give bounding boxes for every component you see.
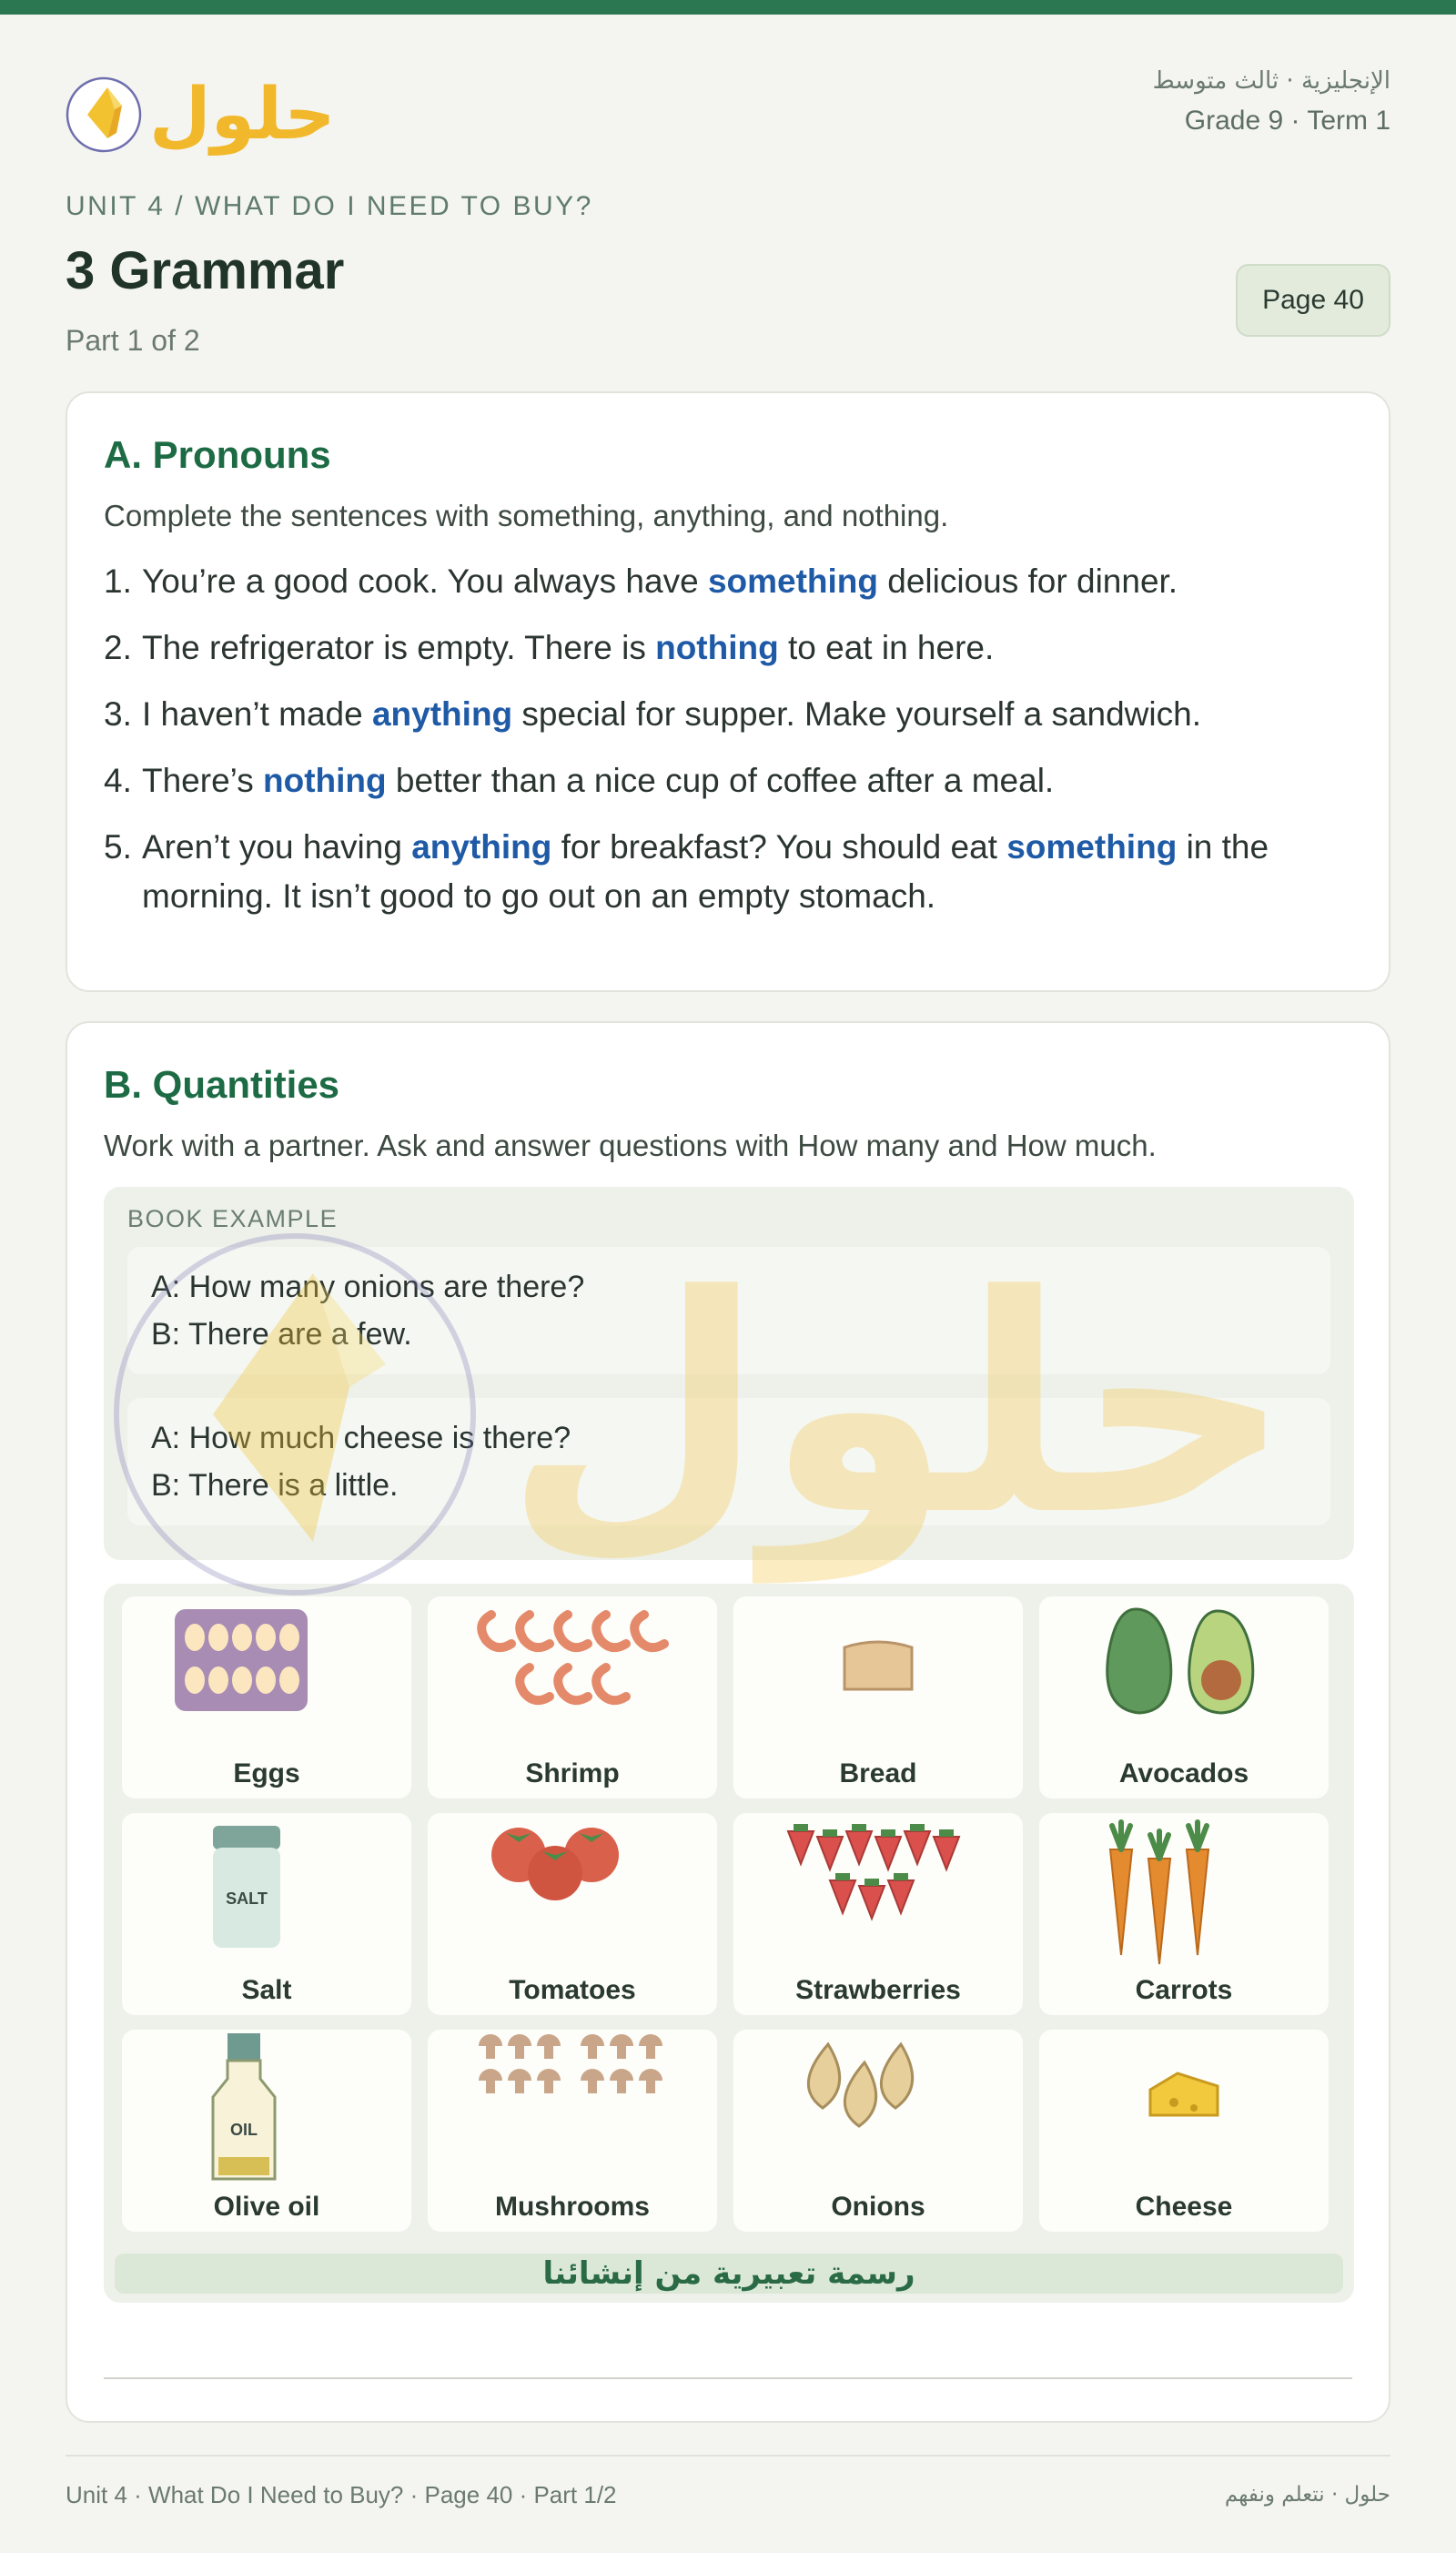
eggs-icon (122, 1596, 411, 1751)
food-tile (428, 1596, 717, 1798)
question-text: You’re a good cook. You always have (142, 562, 708, 600)
answer-word: nothing (263, 762, 387, 799)
food-tile (428, 1813, 717, 2015)
food-tile (733, 2030, 1023, 2232)
page-title: 3 Grammar (66, 241, 345, 300)
question-text: There’s (142, 762, 263, 799)
top-accent-bar (0, 0, 1456, 15)
food-tile (122, 1813, 411, 2015)
food-label: Carrots (1135, 1975, 1233, 2005)
watermark-text: حلول (504, 1231, 1292, 1581)
salt-icon (122, 1813, 411, 1968)
dialogue-box (127, 1398, 1330, 1525)
cheese-icon (1039, 2030, 1329, 2184)
hulul-logo (66, 60, 336, 156)
mushroom-icon (428, 2030, 717, 2184)
question-item (104, 756, 1352, 805)
bread-icon (733, 1596, 1023, 1751)
question-text: The refrigerator is empty. There is (142, 629, 656, 666)
pronouns-card (66, 391, 1390, 992)
part-indicator: Part 1 of 2 (66, 324, 200, 357)
question-item (104, 557, 1352, 606)
question-text: I haven’t made (142, 695, 372, 733)
question-number: 4. (104, 762, 132, 799)
food-grid (104, 1584, 1354, 2303)
answer-word: something (1006, 828, 1178, 866)
question-number: 3. (104, 695, 132, 733)
pronoun-question-list (104, 557, 1352, 921)
footer-left-text: Unit 4 · What Do I Need to Buy? · Page 40 · Part 1/2 (66, 2481, 617, 2508)
page-badge: Page 40 (1236, 264, 1390, 337)
question-text: better than a nice cup of coffee after a meal. (386, 762, 1055, 799)
question-text: special for supper. Make yourself a sandwich. (512, 695, 1201, 733)
answer-word: something (707, 562, 878, 600)
carrot-icon (1039, 1813, 1329, 1968)
answer-word: anything (371, 695, 513, 733)
question-item (104, 690, 1352, 739)
food-tile (733, 1813, 1023, 2015)
question-item (104, 823, 1352, 921)
food-label: Onions (831, 2192, 925, 2222)
logo-text: حلول (149, 74, 336, 156)
avocado-icon (1039, 1596, 1329, 1751)
food-label: Strawberries (795, 1975, 961, 2005)
food-tile (1039, 1813, 1329, 2015)
question-text: delicious for dinner. (878, 562, 1178, 600)
tomato-icon (428, 1813, 717, 1968)
food-label: Bread (839, 1758, 917, 1788)
food-tile (122, 2030, 411, 2232)
footer-right-text: حلول · نتعلم ونفهم (1224, 2483, 1390, 2507)
strawberry-icon (733, 1813, 1023, 1968)
dialogue-box (127, 1247, 1330, 1374)
book-example-box (104, 1187, 1354, 1581)
question-number: 1. (104, 562, 132, 600)
food-label: Shrimp (525, 1758, 620, 1788)
quantities-card (66, 1021, 1390, 2423)
dialogue-question: A: How many onions are there? (151, 1270, 585, 1304)
food-tile (1039, 2030, 1329, 2232)
food-tile (428, 2030, 717, 2232)
dialogue-answer: B: There are a few. (151, 1317, 412, 1352)
footer-divider (66, 2455, 1390, 2457)
food-label: Avocados (1118, 1758, 1249, 1788)
section-b-instructions: Work with a partner. Ask and answer questions with How many and How much. (104, 1129, 1157, 1162)
olive-oil-icon (122, 2030, 411, 2184)
section-a-instructions: Complete the sentences with something, anything, and nothing. (104, 499, 949, 532)
answer-word: anything (411, 828, 552, 866)
illustration-credit: رسمة تعبيرية من إنشائنا (115, 2254, 1343, 2294)
food-label: Olive oil (213, 2192, 320, 2222)
dialogue-question: A: How much cheese is there? (151, 1421, 571, 1455)
food-tile (1039, 1596, 1329, 1798)
grade-english: Grade 9 · Term 1 (1184, 106, 1390, 136)
salt-jar-text: SALT (226, 1889, 268, 1908)
shrimp-icon (428, 1596, 717, 1751)
unit-breadcrumb: UNIT 4 / WHAT DO I NEED TO BUY? (66, 191, 593, 221)
example-label: BOOK EXAMPLE (127, 1205, 339, 1232)
grade-arabic: الإنجليزية · ثالث متوسط (1152, 67, 1390, 95)
question-number: 2. (104, 629, 132, 666)
oil-bottle-text: OIL (230, 2121, 258, 2139)
question-text: to eat in here. (778, 629, 995, 666)
question-text: in the morning. It isn’t good to go out on an empty stomach. (142, 828, 1269, 915)
question-text: for breakfast? You should eat (551, 828, 1007, 866)
food-label: Salt (241, 1975, 292, 2005)
food-label: Tomatoes (509, 1975, 636, 2005)
answer-word: nothing (655, 629, 779, 666)
section-b-title: B. Quantities (104, 1063, 340, 1106)
dialogue-answer: B: There is a little. (151, 1468, 399, 1503)
question-item (104, 623, 1352, 673)
section-a-title: A. Pronouns (104, 433, 331, 476)
question-text: Aren’t you having (142, 828, 412, 866)
food-label: Cheese (1135, 2192, 1233, 2222)
food-tile (122, 1596, 411, 1798)
card-divider (104, 2377, 1352, 2379)
food-label: Mushrooms (494, 2192, 650, 2222)
question-number: 5. (104, 828, 132, 866)
onion-icon (733, 2030, 1023, 2184)
food-tile (733, 1596, 1023, 1798)
food-label: Eggs (233, 1758, 300, 1788)
